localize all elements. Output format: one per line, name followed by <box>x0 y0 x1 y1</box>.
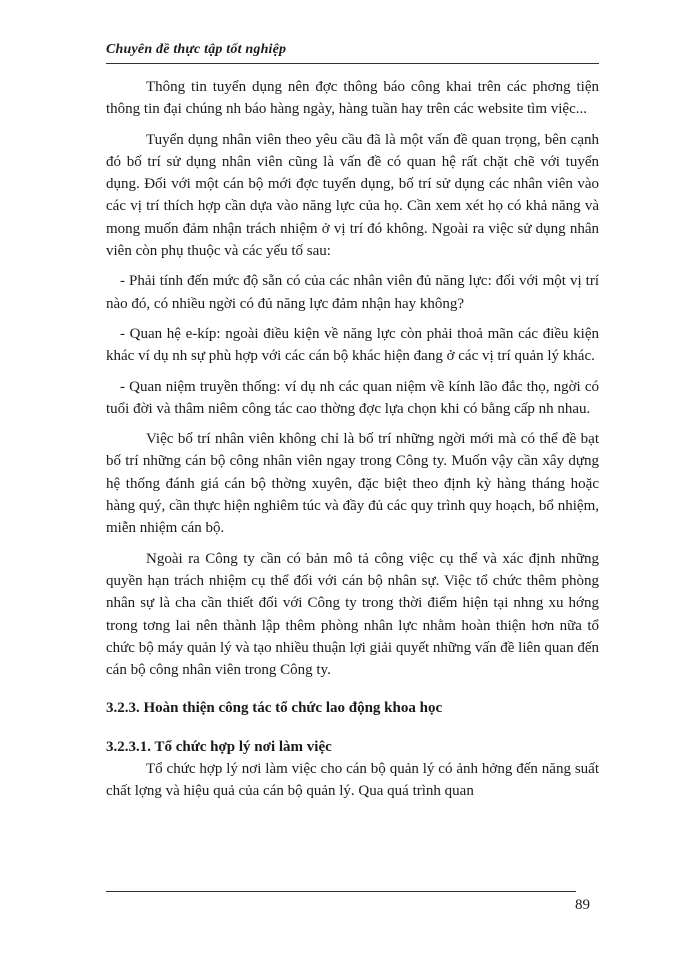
paragraph-workplace: Tổ chức hợp lý nơi làm việc cho cán bộ quản lý có ảnh hởng đến năng suất chất lợng và hiệu quả của cán bộ quản lý. Qua quá trình quan <box>106 761 599 800</box>
bullet-tradition: - Quan niệm truyền thống: ví dụ nh các quan niệm về kính lão đắc thọ, ngời có tuổi đời và thâm niêm công tác cao thờng đợc lựa chọn khi có bằng cấp nh nhau. <box>106 378 599 417</box>
page-body <box>106 76 599 803</box>
bullet-competence: - Phải tính đến mức độ sẵn có của các nhân viên đủ năng lực: đối với một vị trí nào đó, có nhiều ngời có đủ năng lực đảm nhận hay không? <box>106 273 599 312</box>
header-rule <box>106 63 599 64</box>
footer-rule <box>106 891 576 892</box>
section-heading-3-2-3-1: 3.2.3.1. Tổ chức hợp lý nơi làm việc <box>106 738 332 755</box>
section-heading-3-2-3: 3.2.3. Hoàn thiện công tác tổ chức lao động khoa học <box>106 700 443 717</box>
page-number: 89 <box>575 897 590 913</box>
paragraph-recruitment-info: Thông tin tuyển dụng nên đợc thông báo công khai trên các phơng tiện thông tin đại chúng nh báo hàng ngày, hàng tuần hay trên các website tìm việc... <box>106 79 599 118</box>
paragraph-promotion: Việc bố trí nhân viên không chỉ là bố trí những ngời mới mà có thể đề bạt bố trí những cán bộ công nhân viên ngay trong Công ty. Muốn vậy cần xây dựng hệ thống đánh giá cán bộ thờng xuyên, đặc biệt theo định kỳ hàng tháng hoặc hàng quý, cần thực hiện nghiêm túc và đầy đủ các quy trình quy hoạch, bổ nhiệm, miễn nhiệm cán bộ. <box>106 431 599 537</box>
bullet-team-relation: - Quan hệ e-kíp: ngoài điều kiện về năng lực còn phải thoả mãn các điều kiện khác ví dụ nh sự phù hợp với các cán bộ khác hiện đang ở các vị trí quản lý khác. <box>106 325 599 365</box>
paragraph-staff-placement: Tuyển dụng nhân viên theo yêu cầu đã là một vấn đề quan trọng, bên cạnh đó bố trí sử dụng nhân viên cũng là vấn đề có quan hệ rất chặt chẽ với tuyển dụng. Đối với một cán bộ mới đợc tuyển dụng, bố trí sử dụng các nhân viên vào các vị trí thích hợp cần dựa vào năng lực của họ. Cần xem xét họ có khả năng và mong muốn đảm nhận trách nhiệm ở vị trí đó không. Ngoài ra việc sử dụng nhân viên còn phụ thuộc và các yếu tố sau: <box>106 131 599 260</box>
paragraph-job-description: Ngoài ra Công ty cần có bản mô tả công việc cụ thể và xác định những quyền hạn trách nhiệm cụ thể đối với cán bộ nhân sự. Việc tổ chức thêm phòng nhân sự là cha cần thiết đối với Công ty trong thời điểm hiện tại nhng xu hớng trong tơng lai nên thành lập thêm phòng nhân lực nhằm hoàn thiện hơn nữa tổ chức bộ máy quản lý và tạo nhiều thuận lợi giải quyết những vấn đề liên quan đến cán bộ công nhân viên trong Công ty. <box>106 550 599 679</box>
running-header-title: Chuyên đề thực tập tốt nghiệp <box>106 42 287 57</box>
